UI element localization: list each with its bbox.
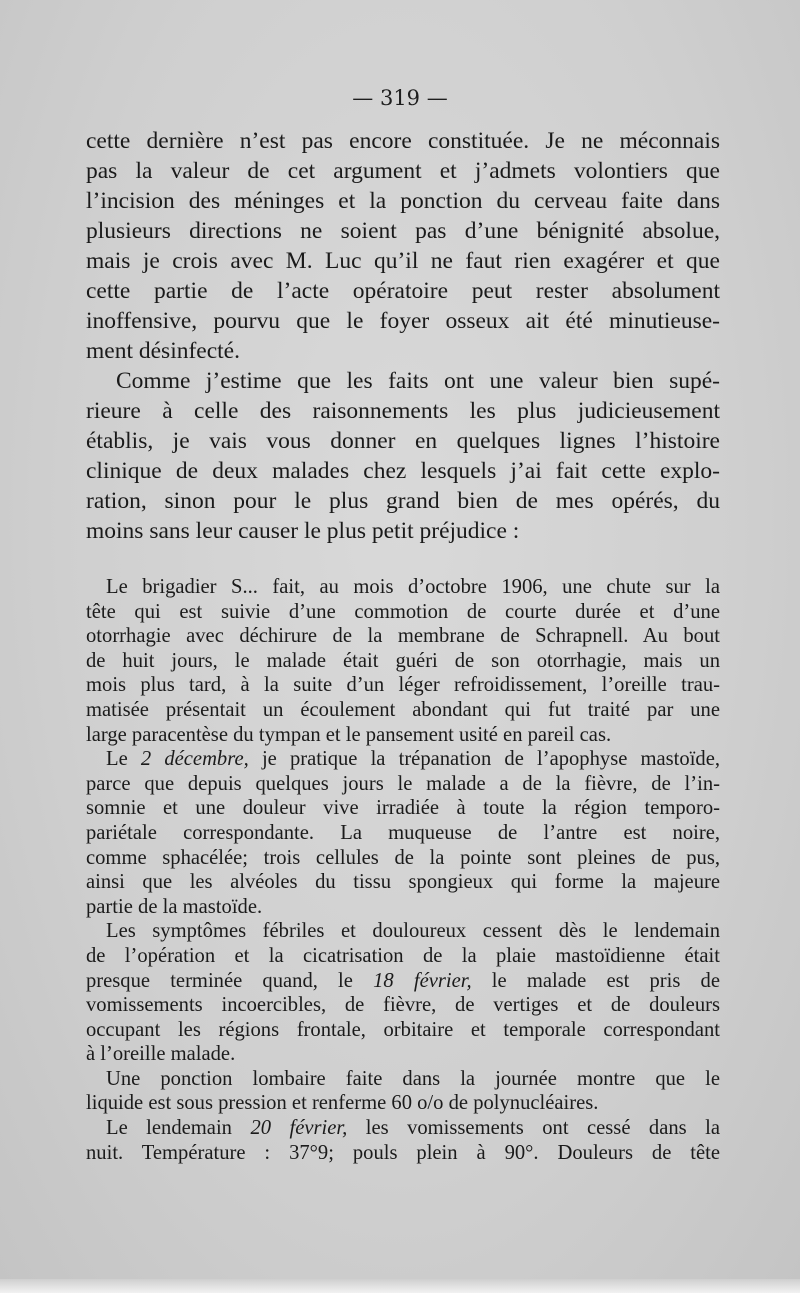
text-line: plusieurs directions ne soient pas d’une bénignité absolue, xyxy=(86,218,720,244)
date-text: 2 décembre, xyxy=(140,748,249,771)
date-text: 20 février, xyxy=(250,1117,348,1140)
text-fragment: Le xyxy=(106,748,141,771)
text-line: occupant les régions frontale, orbitaire et temporale correspondant xyxy=(86,1018,720,1041)
text-line: somnie et une douleur vive irradiée à toute la région temporo- xyxy=(86,797,720,820)
main-paragraph-1 xyxy=(86,126,720,366)
text-line: mois plus tard, à la suite d’un léger refroidissement, l’oreille trau- xyxy=(86,674,720,697)
text-line: pariétale correspondante. La muqueuse de l’antre est noire, xyxy=(86,821,720,844)
text-line: parce que depuis quelques jours le malade a de la fièvre, de l’in- xyxy=(86,772,720,795)
text-line: tête qui est suivie d’une commotion de courte durée et d’une xyxy=(86,600,720,623)
text-line: cette partie de l’acte opératoire peut rester absolument xyxy=(86,278,720,304)
text-line: moins sans leur causer le plus petit préjudice : xyxy=(86,518,520,544)
case-report-text xyxy=(86,575,720,1165)
text-line: ment désinfecté. xyxy=(86,338,240,364)
text-line xyxy=(86,969,720,994)
case-paragraph-3 xyxy=(86,919,720,1067)
text-fragment: Le lendemain xyxy=(106,1117,251,1140)
text-line: de huit jours, le malade était guéri de son otorrhagie, mais un xyxy=(86,649,720,672)
text-line xyxy=(86,1116,720,1141)
text-fragment: je pratique la trépanation de l’apophyse mastoïde, xyxy=(248,748,721,771)
text-line: pas la valeur de cet argument et j’admets volontiers que xyxy=(86,158,720,184)
main-paragraph-2 xyxy=(86,366,720,546)
text-line: Le brigadier S... fait, au mois d’octobre 1906, une chute sur la xyxy=(106,576,720,598)
text-line: inoffensive, pourvu que le foyer osseux ait été minutieuse- xyxy=(86,308,720,334)
text-line: Les symptômes fébriles et douloureux cessent dès le lendemain xyxy=(106,920,720,943)
text-fragment: presque terminée quand, le xyxy=(86,969,374,992)
case-paragraph-2 xyxy=(86,747,720,919)
text-line: nuit. Température : 37°9; pouls plein à 90°. Douleurs de tête xyxy=(86,1141,720,1164)
main-body-text xyxy=(86,126,720,546)
date-text: 18 février, xyxy=(373,969,472,992)
text-line xyxy=(86,747,720,772)
text-line: partie de la mastoïde. xyxy=(86,895,263,918)
case-paragraph-4 xyxy=(86,1067,720,1116)
text-line: cette dernière n’est pas encore constituée. Je ne méconnais xyxy=(86,128,720,154)
text-line: Comme j’estime que les faits ont une valeur bien supé- xyxy=(116,368,720,394)
page-number: — 319 — xyxy=(352,86,448,110)
text-line: mais je crois avec M. Luc qu’il ne faut rien exagérer et que xyxy=(86,248,720,274)
page-bottom-edge xyxy=(0,1279,800,1293)
text-line: matisée présentait un écoulement abondant qui fut traité par une xyxy=(86,698,720,721)
text-line: otorrhagie avec déchirure de la membrane de Schrapnell. Au bout xyxy=(86,625,720,648)
text-line: ration, sinon pour le plus grand bien de mes opérés, du xyxy=(86,488,720,514)
case-paragraph-1 xyxy=(86,575,720,747)
text-line: l’incision des méninges et la ponction du cerveau faite dans xyxy=(86,188,720,214)
text-line: clinique de deux malades chez lesquels j’ai fait cette explo- xyxy=(86,458,720,484)
text-line: rieure à celle des raisonnements les plus judicieusement xyxy=(86,398,720,424)
text-fragment: les vomissements ont cessé dans la xyxy=(347,1117,720,1140)
text-line: de l’opération et la cicatrisation de la plaie mastoïdienne était xyxy=(86,944,720,967)
text-line: établis, je vais vous donner en quelques lignes l’histoire xyxy=(86,428,720,454)
text-line: large paracentèse du tympan et le pansement usité en pareil cas. xyxy=(86,723,612,746)
text-line: ainsi que les alvéoles du tissu spongieux qui forme la majeure xyxy=(86,871,720,894)
text-line: liquide est sous pression et renferme 60 o/o de polynucléaires. xyxy=(86,1092,599,1115)
text-line: à l’oreille malade. xyxy=(86,1043,236,1066)
text-line: vomissements incoercibles, de fièvre, de vertiges et de douleurs xyxy=(86,994,720,1017)
text-line: Une ponction lombaire faite dans la journée montre que le xyxy=(106,1067,720,1090)
case-paragraph-5 xyxy=(86,1116,720,1165)
text-line: comme sphacélée; trois cellules de la pointe sont pleines de pus, xyxy=(86,846,720,869)
text-fragment: le malade est pris de xyxy=(471,969,720,992)
